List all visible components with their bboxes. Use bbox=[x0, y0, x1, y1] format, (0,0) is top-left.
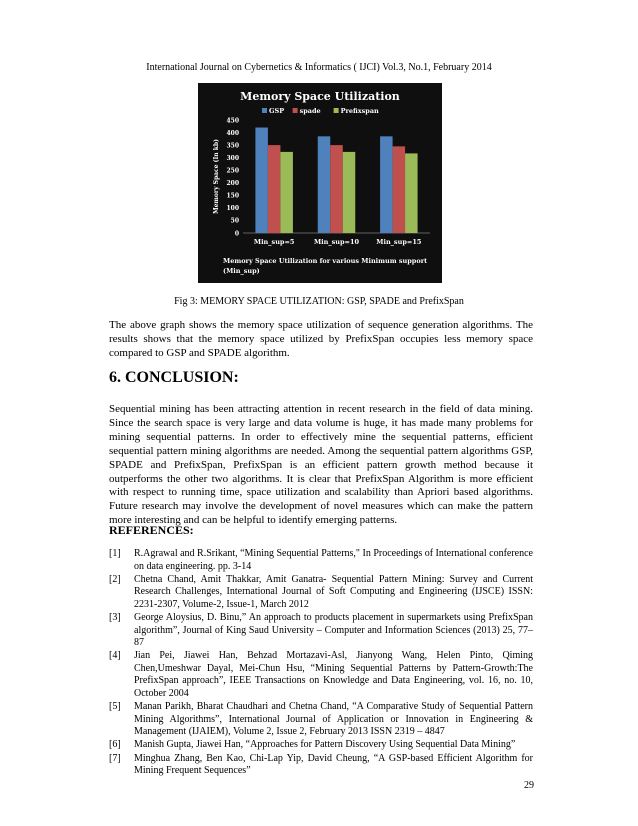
chart-annotation-line2: (Min_sup) bbox=[223, 267, 260, 275]
x-tick-label: Min_sup=5 bbox=[253, 238, 295, 246]
y-axis-label: Memory Space (In kb) bbox=[213, 139, 220, 214]
y-tick-label: 300 bbox=[226, 154, 239, 162]
legend-label-prefixspan: Prefixspan bbox=[340, 107, 379, 115]
bar-spade-2 bbox=[330, 145, 343, 233]
bar-prefixspan-2 bbox=[343, 152, 356, 233]
chart-annotation-line1: Memory Space Utilization for various Minimum support bbox=[223, 257, 428, 265]
reference-number: [1] bbox=[109, 548, 121, 559]
bar-spade-3 bbox=[393, 146, 406, 233]
y-tick-label: 350 bbox=[226, 142, 239, 150]
chart-title: Memory Space Utilization bbox=[240, 90, 400, 103]
y-tick-label: 250 bbox=[226, 167, 239, 175]
reference-number: [5] bbox=[109, 701, 121, 713]
reference-number: [3] bbox=[109, 611, 121, 623]
legend-swatch-prefixspan bbox=[334, 108, 339, 113]
conclusion-heading: 6. CONCLUSION: bbox=[109, 369, 239, 386]
legend-label-gsp: GSP bbox=[269, 107, 285, 115]
page-number: 29 bbox=[524, 780, 534, 791]
bar-prefixspan-3 bbox=[405, 153, 418, 233]
memory-space-chart bbox=[198, 83, 442, 283]
y-tick-label: 200 bbox=[226, 180, 239, 188]
references-list bbox=[109, 548, 533, 778]
reference-number: [6] bbox=[109, 739, 121, 751]
reference-text: Manan Parikh, Bharat Chaudhari and Chetna Chand, “A Comparative Study of Sequential Pattern Mining Algorithms”, International Journal of Application or Innovation in Engineering & Management (IJAIEM), Volume 2, Issue 2, February 2013 ISSN 2319 – 4847 bbox=[134, 701, 533, 738]
reference-text: Jian Pei, Jiawei Han, Behzad Mortazavi-Asl, Jianyong Wang, Helen Pinto, Qiming Chen,Umeshwar Dayal, Mei-Chun Hsu, “Mining Sequential Patterns by Pattern-Growth:The PrefixSpan approach”, IEEE Transactions on Knowledge and Data Engineering, vol. 16, no. 10, October 2004 bbox=[134, 650, 533, 700]
reference-item bbox=[109, 753, 533, 778]
reference-number: [4] bbox=[109, 650, 121, 662]
conclusion-paragraph: Sequential mining has been attracting attention in recent research in the field of data mining. Since the search space is very large and data volume is huge, it has made many problems for mining sequential patterns. In order to effectively mine the sequential patterns, efficient sequential pattern mining algorithms are needed. Among the sequential pattern algorithms GSP, SPADE and PrefixSpan, PrefixSpan is an efficient pattern growth method because it outperforms the other two algorithms. It is clear that PrefixSpan Algorithm is more efficient with respect to running time, space utilization and scalability than Apriori based algorithms. Future research may involve the development of novel measures which can make the pattern more interesting and can be helpful to identify emerging patterns. bbox=[109, 403, 533, 527]
bar-gsp-3 bbox=[380, 136, 393, 233]
reference-item bbox=[109, 701, 533, 739]
reference-text: R.Agrawal and R.Srikant, “Mining Sequential Patterns," In Proceedings of International conference on data engineering. pp. 3-14 bbox=[134, 548, 533, 572]
reference-item bbox=[109, 612, 533, 650]
x-tick-label: Min_sup=15 bbox=[376, 238, 422, 246]
chart-canvas bbox=[198, 83, 442, 283]
y-tick-label: 50 bbox=[230, 217, 239, 225]
y-tick-label: 100 bbox=[226, 205, 239, 213]
reference-item bbox=[109, 739, 533, 752]
y-tick-label: 150 bbox=[226, 192, 239, 200]
reference-item bbox=[109, 574, 533, 612]
legend-label-spade: spade bbox=[299, 107, 321, 115]
reference-number: [2] bbox=[109, 573, 121, 585]
y-tick-label: 0 bbox=[234, 230, 239, 238]
bar-gsp-2 bbox=[318, 136, 331, 233]
bar-spade-1 bbox=[268, 145, 281, 233]
figure-caption: Fig 3: MEMORY SPACE UTILIZATION: GSP, SPADE and PrefixSpan bbox=[174, 296, 464, 307]
bar-gsp-1 bbox=[255, 128, 268, 233]
reference-item bbox=[109, 650, 533, 700]
x-tick-label: Min_sup=10 bbox=[313, 238, 360, 246]
reference-text: Manish Gupta, Jiawei Han, “Approaches for Pattern Discovery Using Sequential Data Mining” bbox=[134, 739, 516, 751]
y-tick-label: 450 bbox=[226, 117, 239, 125]
results-paragraph: The above graph shows the memory space utilization of sequence generation algorithms. The results shows that the memory space utilized by PrefixSpan occupies less memory space compared to GSP and SPADE algorithm. bbox=[109, 319, 533, 359]
bar-prefixspan-1 bbox=[280, 152, 293, 233]
y-tick-label: 400 bbox=[226, 129, 239, 137]
references-heading: REFERENCES: bbox=[109, 523, 194, 537]
reference-number: [7] bbox=[109, 752, 121, 764]
reference-item bbox=[109, 548, 533, 573]
reference-text: George Aloysius, D. Binu,” An approach to products placement in supermarkets using PrefixSpan algorithm”, Journal of King Saud University – Computer and Information Sciences (2013) 25, 77–87 bbox=[134, 611, 533, 649]
legend-swatch-gsp bbox=[262, 108, 267, 113]
reference-text: Chetna Chand, Amit Thakkar, Amit Ganatra- Sequential Pattern Mining: Survey and Current Research Challenges, International Journal of Soft Computing and Engineering (IJSCE) ISSN: 2231-2307, Volume-2, Issue-1, March 2012 bbox=[134, 573, 533, 610]
legend-swatch-spade bbox=[293, 108, 298, 113]
journal-header: International Journal on Cybernetics & Informatics ( IJCI) Vol.3, No.1, February 2014 bbox=[146, 62, 492, 73]
reference-text: Minghua Zhang, Ben Kao, Chi-Lap Yip, David Cheung, “A GSP-based Efficient Algorithm for Mining Frequent Sequences” bbox=[134, 752, 533, 777]
